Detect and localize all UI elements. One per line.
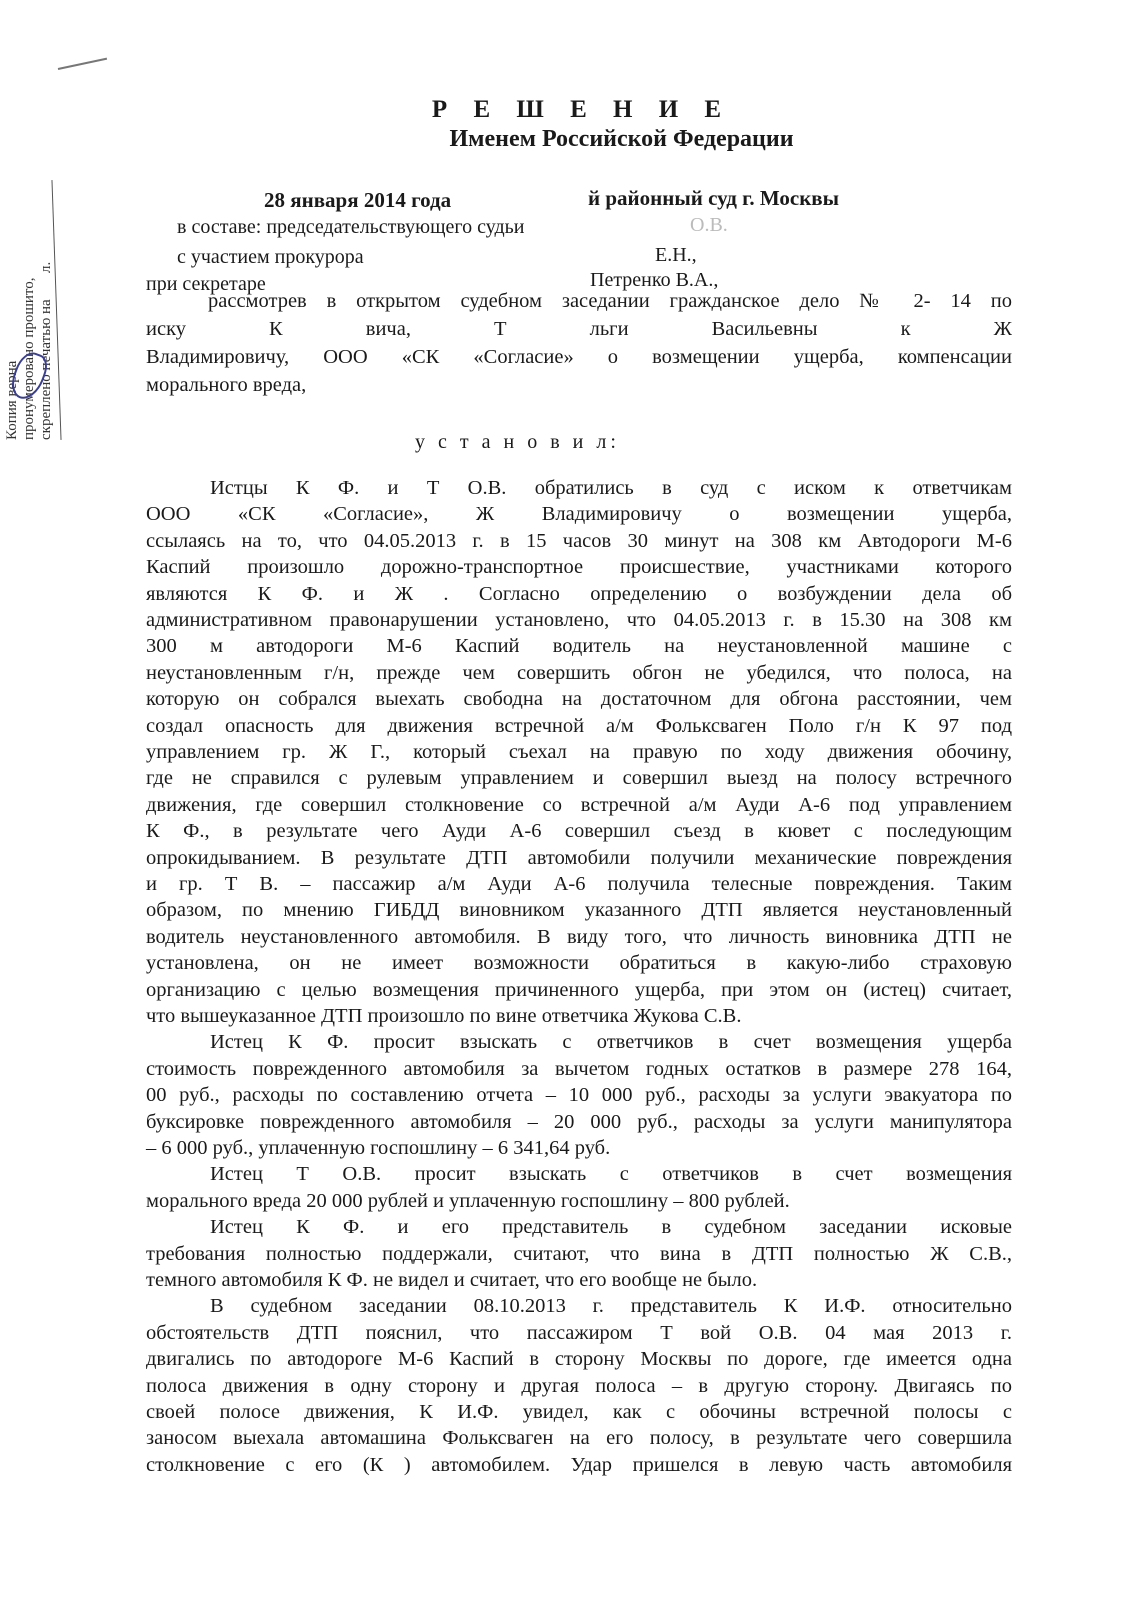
body-line: где не справился с рулевым управлением и совершил выезд на полосу встречного xyxy=(146,767,1012,790)
body-line: что вышеуказанное ДТП произошло по вине ответчика Жукова С.В. xyxy=(146,1005,742,1027)
body-line: своей полосе движения, К И.Ф. увидел, как с обочины встречной полосы с xyxy=(146,1401,1012,1423)
judge-name: О.В. xyxy=(690,214,728,236)
body-line: создал опасность для движения встречной а/м Фольксваген Поло г/н К 97 под xyxy=(146,714,1012,737)
body-line: полоса движения в одну сторону и другая полоса – в другую сторону. Двигаясь по xyxy=(146,1374,1012,1397)
stamp-line: Копия верна xyxy=(4,360,20,440)
decision-date: 28 января 2014 года xyxy=(264,188,452,212)
body-line: установлена, он не имеет возможности обратиться в какую-либо страховую xyxy=(146,952,1012,975)
court-name: й районный суд г. Москвы xyxy=(588,186,840,210)
body-line: ООО «СК «Согласие», Ж Владимировичу о возмещении ущерба, xyxy=(146,503,1012,526)
body-line: административном правонарушении установлено, что 04.05.2013 г. в 15.30 на 308 км xyxy=(146,609,1012,631)
body-line: организацию с целью возмещения причиненного ущерба, при этом он (истец) считает, xyxy=(146,978,1012,1001)
body-line: Истец К Ф. просит взыскать с ответчиков в счет возмещения ущерба xyxy=(210,1031,1012,1054)
body-line: темного автомобиля К Ф. не видел и считает, что его вообще не было. xyxy=(146,1269,758,1291)
case-line: Владимировичу, ООО «СК «Согласие» о возмещении ущерба, компенсации xyxy=(146,346,1012,368)
established-heading: у с т а н о в и л: xyxy=(415,431,620,453)
body-line: морального вреда 20 000 рублей и уплаченную госпошлину – 800 рублей. xyxy=(146,1189,790,1212)
body-line: обстоятельств ДТП пояснил, что пассажиром Т вой О.В. 04 мая 2013 г. xyxy=(146,1321,1012,1344)
body-line: ссылаясь на то, что 04.05.2013 г. в 15 часов 30 минут на 308 км Автодороги М-6 xyxy=(146,529,1012,552)
body-line: неустановленным г/н, прежде чем совершить обгон не убедился, что полоса, на xyxy=(146,661,1012,684)
body-line: являются К Ф. и Ж . Согласно определению о возбуждении дела об xyxy=(146,582,1012,605)
body-line: которую он собрался выехать свободна на достаточном для обгона расстоянии, чем xyxy=(146,688,1012,711)
body-line: 00 руб., расходы по составлению отчета – 10 000 руб., расходы за услуги эвакуатора по xyxy=(146,1084,1012,1107)
stamp-text xyxy=(4,180,55,440)
body-line: столкновение с его (К ) автомобилем. Удар пришелся в левую часть автомобиля xyxy=(146,1453,1012,1476)
body-line: Истец К Ф. и его представитель в судебном заседании исковые xyxy=(210,1216,1012,1239)
body-line: В судебном заседании 08.10.2013 г. представитель К И.Ф. относительно xyxy=(210,1295,1012,1318)
body-line: требования полностью поддержали, считают, что вина в ДТП полностью Ж С.В., xyxy=(146,1242,1012,1265)
certification-stamp xyxy=(4,180,74,440)
body-line: движения, где совершил столкновение со встречной а/м Ауди А-6 под управлением xyxy=(146,793,1012,816)
body-line: Каспий произошло дорожно-транспортное происшествие, участниками которого xyxy=(146,556,1012,579)
case-line: рассмотрев в открытом судебном заседании гражданское дело № 2- 14 по xyxy=(208,290,1012,312)
secretary-label: при секретаре xyxy=(146,273,266,295)
stamp-line: пронумеровано прошито, xyxy=(21,277,37,440)
document-title: Р Е Ш Е Н И Е xyxy=(431,96,732,123)
body-line: управлением гр. Ж Г., который съехал на правую по ходу движения обочину, xyxy=(146,741,1012,763)
body-line: – 6 000 руб., уплаченную госпошлину – 6 341,64 руб. xyxy=(146,1137,611,1159)
body-line: заносом выехала автомашина Фольксваген на его полосу, в результате чего совершила xyxy=(146,1427,1012,1450)
body-line: Истцы К Ф. и Т О.В. обратились в суд с иском к ответчикам xyxy=(210,477,1012,499)
document-subtitle: Именем Российской Федерации xyxy=(449,126,794,152)
body-line: образом, по мнению ГИБДД виновником указанного ДТП является неустановленный xyxy=(146,899,1012,922)
body-line: Истец Т О.В. просит взыскать с ответчиков в счет возмещения xyxy=(210,1163,1012,1186)
body-line: и гр. Т В. – пассажир а/м Ауди А-6 получила телесные повреждения. Таким xyxy=(146,873,1012,895)
body-line: 300 м автодороги М-6 Каспий водитель на неустановленной машине с xyxy=(146,635,1012,658)
case-line: морального вреда, xyxy=(146,374,307,396)
body-line: стоимость поврежденного автомобиля за вычетом годных остатков в размере 278 164, xyxy=(146,1057,1012,1080)
case-line: иску К вича, Т льги Васильевны к Ж xyxy=(146,318,1012,340)
stamp-line: скреплено печатью на л. xyxy=(38,261,54,440)
body-line: водитель неустановленного автомобиля. В виду того, что личность виновника ДТП не xyxy=(146,925,1012,948)
pen-mark xyxy=(58,58,107,70)
composition-label: в составе: председательствующего судьи xyxy=(177,216,525,238)
body-line: опрокидыванием. В результате ДТП автомобили получили механические повреждения xyxy=(146,846,1012,869)
prosecutor-name: Е.Н., xyxy=(655,244,697,266)
body-line: двигались по автодороге М-6 Каспий в сторону Москвы по дороге, где имеется одна xyxy=(146,1348,1012,1371)
prosecutor-label: с участием прокурора xyxy=(177,246,364,268)
body-line: буксировке поврежденного автомобиля – 20 000 руб., расходы за услуги манипулятора xyxy=(146,1110,1012,1133)
secretary-name: Петренко В.А., xyxy=(590,269,719,291)
body-line: К Ф., в результате чего Ауди А-6 совершил съезд в кювет с последующим xyxy=(146,820,1012,843)
